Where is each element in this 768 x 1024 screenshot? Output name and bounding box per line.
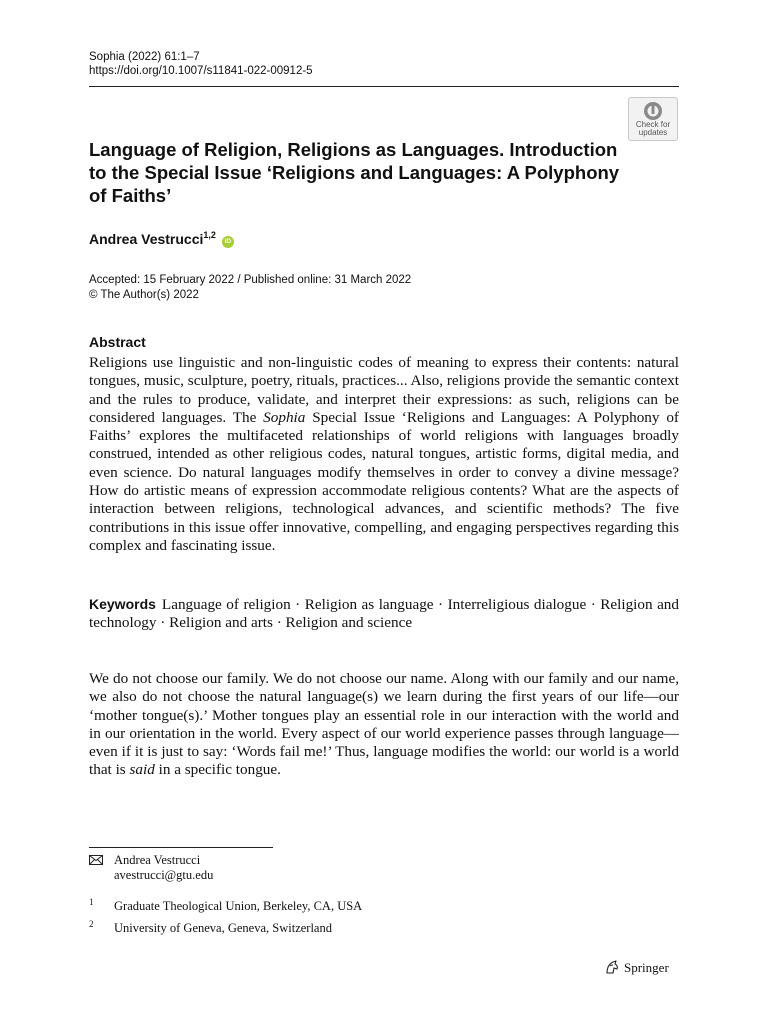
body-part2: in a specific tongue. — [154, 761, 281, 779]
abstract-text — [89, 354, 679, 555]
keywords-label: Keywords — [89, 596, 156, 612]
affiliation-1-number: 1 — [89, 897, 94, 907]
doi-link[interactable]: https://doi.org/10.1007/s11841-022-00912-5 — [89, 65, 313, 77]
header-divider — [89, 86, 679, 87]
keywords-list: Language of religion · Religion as language · Interreligious dialogue · Religion and technology · Religion and arts · Religion and science — [89, 596, 679, 632]
keywords — [89, 595, 679, 633]
publisher-name: Springer — [624, 960, 669, 975]
copyright-line: © The Author(s) 2022 — [89, 289, 199, 301]
affiliation-2-number: 2 — [89, 919, 94, 929]
orcid-icon[interactable]: iD — [222, 236, 234, 248]
author-affiliation-sup: 1,2 — [203, 230, 216, 240]
corresponding-author-name: Andrea Vestrucci — [114, 853, 201, 867]
check-for-updates-line2: updates — [638, 128, 668, 137]
check-for-updates-badge[interactable] — [628, 97, 678, 141]
corresponding-author — [114, 853, 213, 883]
journal-citation: Sophia (2022) 61:1–7 — [89, 51, 200, 63]
affiliation-2: University of Geneva, Geneva, Switzerland — [114, 921, 332, 935]
affiliation-1: Graduate Theological Union, Berkeley, CA, USA — [114, 899, 363, 913]
accepted-published-dates: Accepted: 15 February 2022 / Published online: 31 March 2022 — [89, 274, 412, 286]
springer-horse-icon — [604, 959, 620, 975]
article-header — [89, 50, 313, 78]
abstract-heading: Abstract — [89, 334, 146, 350]
author-name[interactable]: Andrea Vestrucci — [89, 231, 204, 247]
footnote-divider — [89, 847, 273, 848]
publication-dates — [89, 273, 411, 303]
publisher-logo — [604, 959, 669, 976]
crossmark-icon — [642, 101, 664, 121]
envelope-icon — [89, 855, 103, 865]
corresponding-author-email[interactable]: avestrucci@gtu.edu — [114, 868, 214, 882]
author-line — [89, 230, 234, 248]
article-title: Language of Religion, Religions as Languages. Introduction to the Special Issue ‘Religions and Languages: A Polyphony of Faiths’ — [89, 139, 620, 206]
abstract-part1: Religions use linguistic and non-linguistic codes of meaning to express their contents: natural tongues, music, sculpture, poetry, rituals, practices... Also, religions provide the semantic context and the rules to produce, validate, and interpret their expressions: as such, religions can be considered languages. The — [89, 354, 679, 426]
check-for-updates-line1: Check for — [635, 120, 671, 129]
body-paragraph — [89, 670, 679, 780]
body-italic-word: said — [129, 761, 155, 779]
abstract-part2: Special Issue ‘Religions and Languages: A Polyphony of Faiths’ explores the multifaceted relationships of world religions with languages broadly construed, intended as other religious codes, natural tongues, artistic forms, digital media, and even science. Do natural languages modify themselves in order to convey a divine message? How do artistic means of expression accommodate religious contents? What are the aspects of interaction between religions, technological advances, and scientific methods? The five contributions in this issue offer innovative, compelling, and engaging perspectives regarding this complex and fascinating issue. — [89, 408, 679, 554]
body-part1: We do not choose our family. We do not choose our name. Along with our family and our name, we also do not choose the natural language(s) we learn during the first years of our life—our ‘mother tongue(s).’ Mother tongues play an essential role in our interaction with the world and in our orientation in the world. Every aspect of our world experience passes through language—even if it is just to say: ‘Words fail me!’ Thus, language modifies the world: our world is a world that is — [89, 670, 679, 779]
abstract-journal-name: Sophia — [263, 408, 306, 426]
